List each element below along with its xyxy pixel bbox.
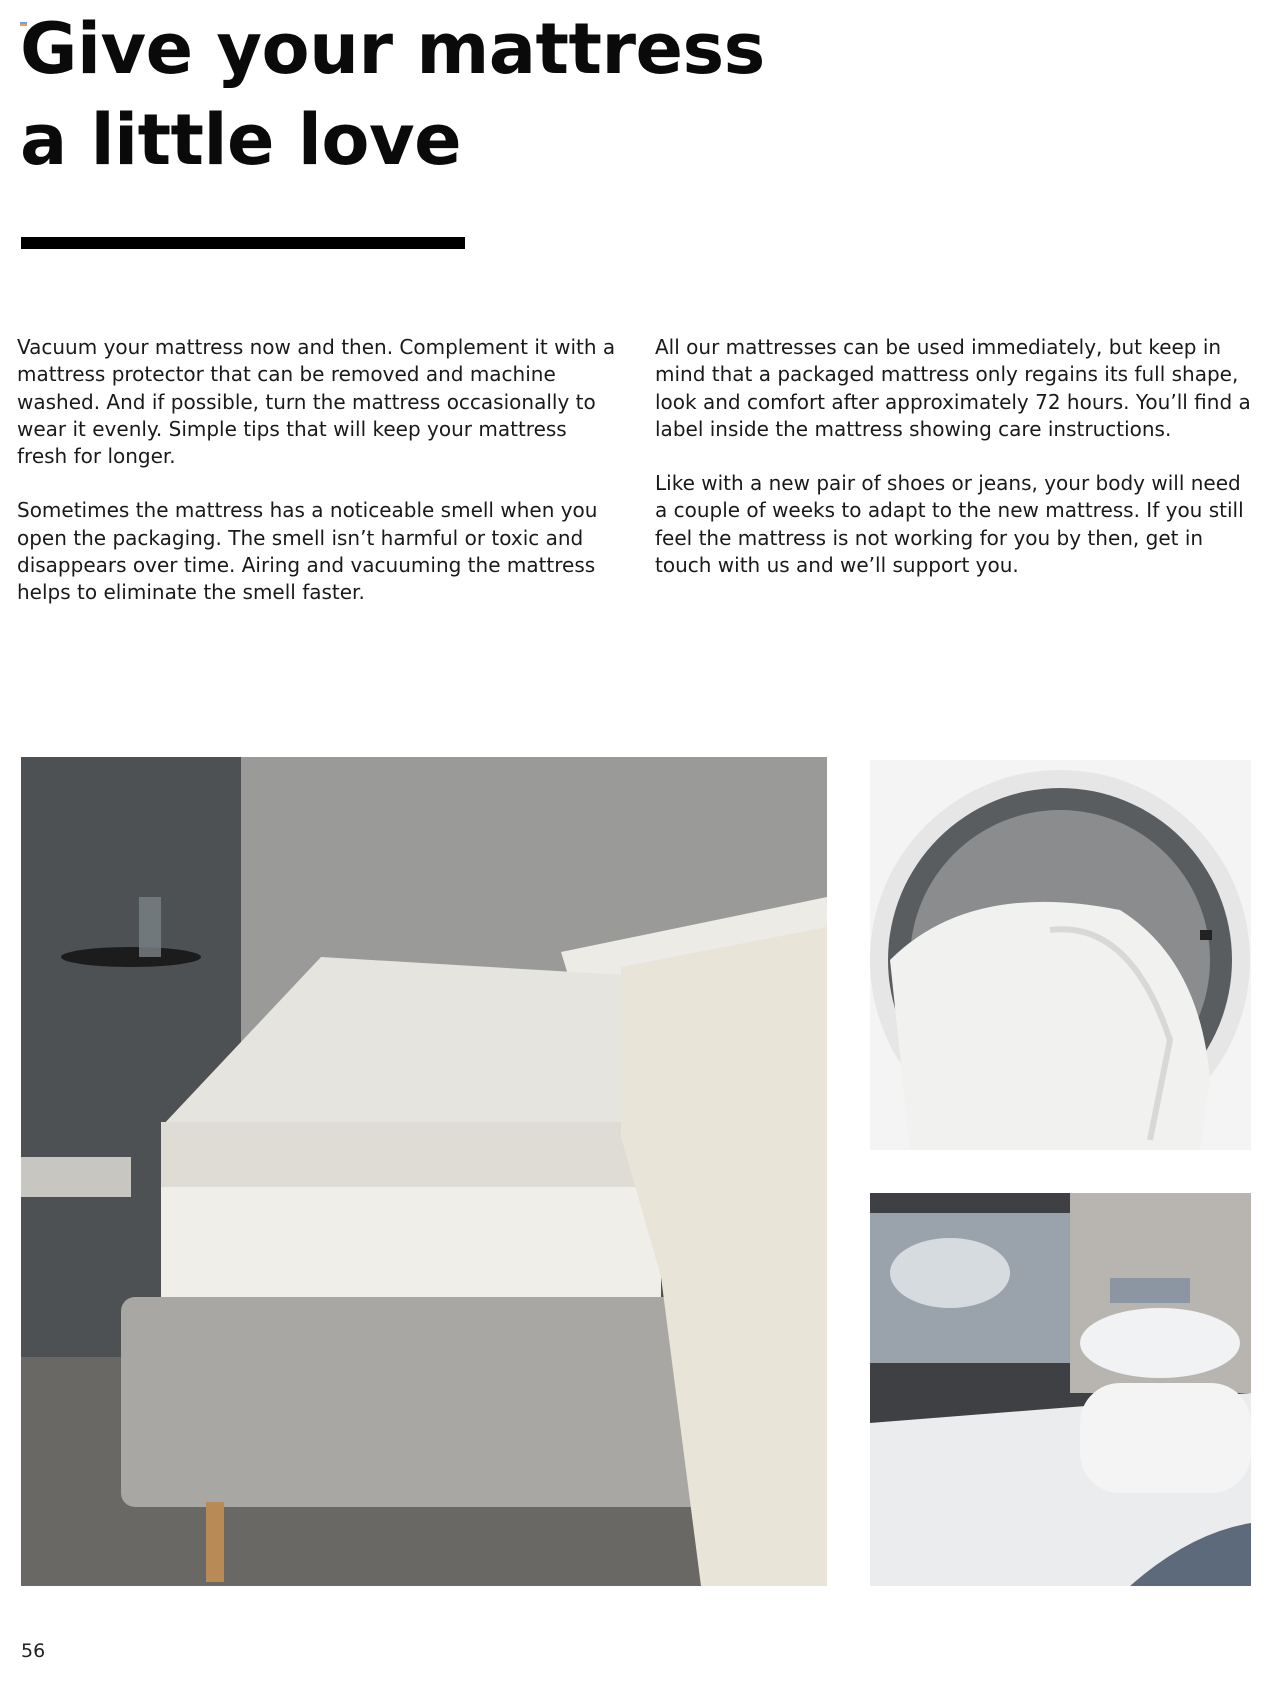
paragraph: All our mattresses can be used immediately, but keep in mind that a packaged mattress only regains its full shape, look and comfort after approximately 72 hours. You’ll find a label inside the mattress showing care instructions. — [655, 335, 1251, 441]
photo-bed-with-mattress-topper — [21, 757, 827, 1586]
title-line-2: a little love — [20, 99, 462, 181]
text-column-right — [655, 334, 1255, 606]
title-divider — [21, 237, 465, 249]
photo-bedding-on-mattress — [870, 1193, 1251, 1586]
paragraph: Like with a new pair of shoes or jeans, your body will need a couple of weeks to adapt to the new mattress. If you still feel the mattress is not working for you by then, get in touch with us and we’ll support you. — [655, 471, 1244, 578]
page-number: 56 — [21, 1640, 46, 1662]
title-line-1: Give your mattress — [20, 8, 765, 90]
text-column-left — [17, 334, 617, 634]
photo-duvet-in-washing-machine — [870, 760, 1251, 1150]
paragraph: Vacuum your mattress now and then. Complement it with a mattress protector that can be removed and machine washed. And if possible, turn the mattress occasionally to wear it evenly. Simple tips that will keep your mattress fresh for longer. — [17, 335, 616, 469]
page-title — [20, 4, 765, 186]
paragraph: Sometimes the mattress has a noticeable smell when you open the packaging. The smell isn’t harmful or toxic and disappears over time. Airing and vacuuming the mattress helps to eliminate the smell faster. — [17, 498, 598, 605]
